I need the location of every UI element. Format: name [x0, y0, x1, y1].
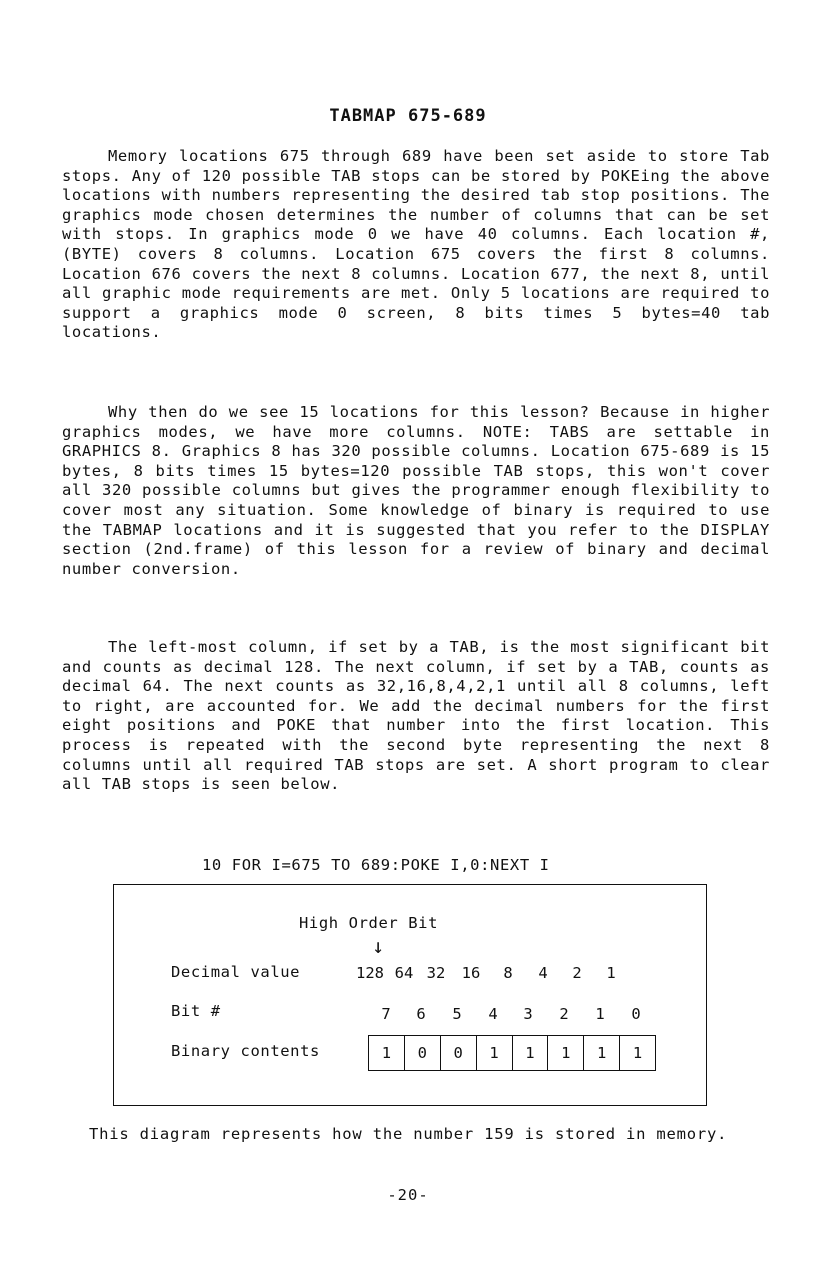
binary-cells — [368, 1035, 656, 1071]
binary-diagram — [113, 884, 707, 1106]
bit-number: 7 — [381, 1005, 391, 1023]
decimal-value: 8 — [503, 964, 513, 982]
paragraph-1-text: Memory locations 675 through 689 have been set aside to store Tab stops. Any of 120 possible TAB stops can be stored by POKEing the above locations with numbers representing the desired tab stop positions. The graphics mode chosen determines the number of columns that can be set with stops. In graphics mode 0 we have 40 columns. Each location #, (BYTE) covers 8 columns. Location 675 covers the first 8 columns. Location 676 covers the next 8 columns. Location 677, the next 8, until all graphic mode requirements are met. Only 5 locations are required to support a graphics mode 0 screen, 8 bits times 5 bytes=40 tab locations. — [62, 147, 770, 342]
binary-cell: 1 — [583, 1036, 619, 1070]
decimal-value: 1 — [606, 964, 616, 982]
decimal-value: 4 — [538, 964, 548, 982]
decimal-value: 128 — [356, 964, 384, 982]
bit-number: 5 — [452, 1005, 462, 1023]
binary-cell: 1 — [547, 1036, 583, 1070]
decimal-value: 32 — [426, 964, 446, 982]
binary-cell: 1 — [512, 1036, 548, 1070]
page-title: TABMAP 675-689 — [329, 106, 487, 126]
paragraph-3 — [62, 638, 770, 795]
bit-number: 0 — [631, 1005, 641, 1023]
paragraph-2 — [62, 403, 770, 579]
paragraph-1 — [62, 147, 770, 343]
binary-cell: 1 — [381, 1044, 392, 1062]
binary-cell: 1 — [619, 1036, 655, 1070]
bit-number-label: Bit # — [171, 1002, 221, 1020]
page-number: -20- — [387, 1186, 429, 1204]
decimal-value: 2 — [572, 964, 582, 982]
binary-contents-label: Binary contents — [171, 1042, 320, 1060]
decimal-value: 16 — [461, 964, 481, 982]
bit-number: 4 — [488, 1005, 498, 1023]
binary-cell: 0 — [440, 1036, 476, 1070]
decimal-value: 64 — [394, 964, 414, 982]
high-order-bit-label: High Order Bit — [299, 914, 439, 932]
diagram-caption: This diagram represents how the number 159 is stored in memory. — [89, 1125, 728, 1143]
bit-number: 1 — [595, 1005, 605, 1023]
bit-number: 3 — [523, 1005, 533, 1023]
binary-cell: 0 — [404, 1036, 440, 1070]
bit-number: 2 — [559, 1005, 569, 1023]
paragraph-3-text: The left-most column, if set by a TAB, is the most significant bit and counts as decimal 128. The next column, if set by a TAB, counts as decimal 64. The next counts as 32,16,8,4,2,1 until all 8 columns, left to right, are accounted for. We add the decimal numbers for the first eight positions and POKE that number into the first location. This process is repeated with the second byte representing the next 8 columns until all required TAB stops are set. A short program to clear all TAB stops is seen below. — [62, 638, 770, 794]
down-arrow-icon: ↓ — [372, 934, 385, 958]
bit-number: 6 — [416, 1005, 426, 1023]
code-line: 10 FOR I=675 TO 689:POKE I,0:NEXT I — [202, 856, 550, 874]
decimal-value-label: Decimal value — [171, 963, 301, 981]
binary-cell: 1 — [476, 1036, 512, 1070]
paragraph-2-text: Why then do we see 15 locations for this lesson? Because in higher graphics modes, we have more columns. NOTE: TABS are settable in GRAPHICS 8. Graphics 8 has 320 possible columns. Location 675-689 is 15 bytes, 8 bits times 15 bytes=120 possible TAB stops, this won't cover all 320 possible columns but gives the programmer enough flexibility to cover most any situation. Some knowledge of binary is required to use the TABMAP locations and it is suggested that you refer to the DISPLAY section (2nd.frame) of this lesson for a review of binary and decimal number conversion. — [62, 403, 770, 578]
